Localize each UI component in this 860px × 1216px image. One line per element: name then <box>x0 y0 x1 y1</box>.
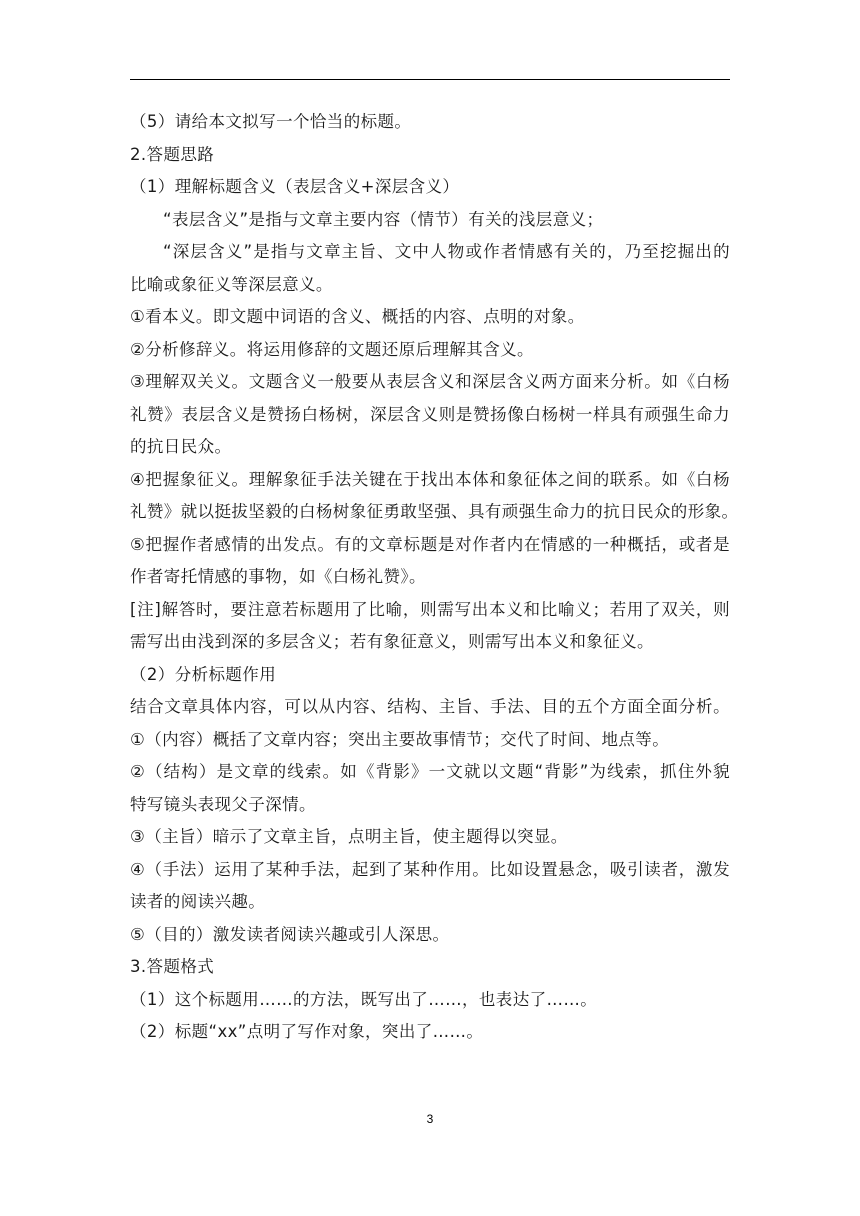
text-line: 结合文章具体内容，可以从内容、结构、主旨、手法、目的五个方面全面分析。 <box>130 697 730 716</box>
text-line: （2）分析标题作用 <box>130 664 277 684</box>
text-line: ③（主旨）暗示了文章主旨，点明主旨，使主题得以突显。 <box>130 827 568 846</box>
header-rule <box>130 79 730 80</box>
text-line: ⑤（目的）激发读者阅读兴趣或引人深思。 <box>130 924 450 944</box>
text-line: 读者的阅读兴趣。 <box>130 892 266 911</box>
text-line: [注]解答时，要注意若标题用了比喻，则需写出本义和比喻义；若用了双关，则 <box>130 599 730 619</box>
text-line: ①看本义。即文题中词语的含义、概括的内容、点明的对象。 <box>130 307 585 326</box>
text-line: ⑤把握作者感情的出发点。有的文章标题是对作者内在情感的一种概括，或者是 <box>130 534 730 554</box>
text-line: ①（内容）概括了文章内容；突出主要故事情节；交代了时间、地点等。 <box>130 729 670 749</box>
text-line: （1）理解标题含义（表层含义+深层含义） <box>130 177 460 196</box>
text-line: 作者寄托情感的事物，如《白杨礼赞》。 <box>130 567 426 586</box>
text-line: 礼赞》表层含义是赞扬白杨树，深层含义则是赞扬像白杨树一样具有顽强生命力 <box>130 404 730 424</box>
text-line: “深层含义”是指与文章主旨、文中人物或作者情感有关的，乃至挖掘出的 <box>163 242 730 261</box>
text-line: ②分析修辞义。将运用修辞的文题还原后理解其含义。 <box>130 339 534 359</box>
text-line: 需写出由浅到深的多层含义；若有象征意义，则需写出本义和象征义。 <box>130 632 654 651</box>
text-line: “表层含义”是指与文章主要内容（情节）有关的浅层意义； <box>163 209 604 229</box>
text-line: ③理解双关义。文题含义一般要从表层含义和深层含义两方面来分析。如《白杨 <box>130 372 730 391</box>
text-line: ④把握象征义。理解象征手法关键在于找出本体和象征体之间的联系。如《白杨 <box>130 469 730 489</box>
text-line: （2）标题“xx”点明了写作对象，突出了……。 <box>130 1022 484 1041</box>
document-body <box>130 106 739 1049</box>
text-line: 礼赞》就以挺拔坚毅的白杨树象征勇敢坚强、具有顽强生命力的抗日民众的形象。 <box>130 502 739 521</box>
text-line: 特写镜头表现父子深情。 <box>130 794 316 814</box>
text-line: 3.答题格式 <box>130 957 215 976</box>
text-line: （1）这个标题用……的方法，既写出了……，也表达了……。 <box>130 989 598 1009</box>
text-line: 2.答题思路 <box>130 144 215 164</box>
text-line: ②（结构）是文章的线索。如《背影》一文就以文题“背影”为线索，抓住外貌 <box>130 762 730 781</box>
text-line: 比喻或象征义等深层意义。 <box>130 274 333 294</box>
text-line: 的抗日民众。 <box>130 437 232 456</box>
page-number: 3 <box>426 1112 434 1126</box>
text-line: （5）请给本文拟写一个恰当的标题。 <box>130 112 412 131</box>
text-line: ④（手法）运用了某种手法，起到了某种作用。比如设置悬念，吸引读者，激发 <box>130 859 730 879</box>
